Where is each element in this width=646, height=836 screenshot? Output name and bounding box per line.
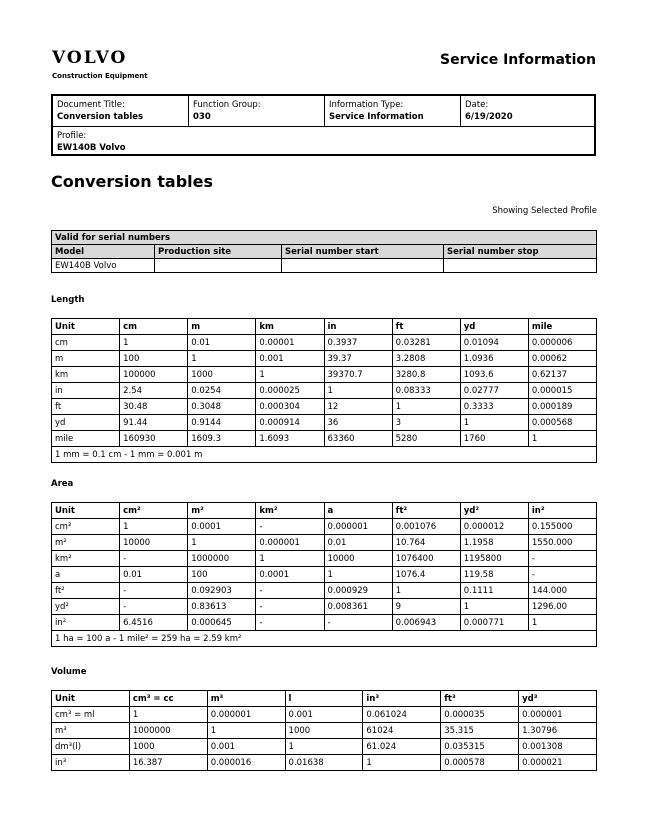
table-cell: 0.9144: [188, 415, 256, 431]
table-cell: -: [528, 551, 596, 567]
table-row: [52, 567, 597, 583]
volvo-logo: VOLVO: [52, 48, 128, 68]
column-header: km²: [256, 503, 324, 519]
table-cell: 0.000568: [528, 415, 596, 431]
table-cell: 1: [207, 723, 285, 739]
table-cell: 0.000189: [528, 399, 596, 415]
table-cell: 0.03281: [392, 335, 460, 351]
table-cell: 10.764: [392, 535, 460, 551]
table-cell: 10000: [120, 535, 188, 551]
table-cell: 1: [528, 615, 596, 631]
column-header: yd³: [519, 691, 597, 707]
column-header: Unit: [52, 503, 120, 519]
section-title-length: Length: [51, 295, 85, 305]
row-unit-cell: in: [52, 383, 120, 399]
row-unit-cell: km²: [52, 551, 120, 567]
volume-table: [51, 690, 597, 771]
table-row: [52, 415, 597, 431]
profile-value: EW140B Volvo: [57, 143, 126, 153]
column-header: yd²: [460, 503, 528, 519]
column-header: Unit: [52, 691, 130, 707]
table-cell: -: [120, 599, 188, 615]
table-header-row: [52, 503, 597, 519]
table-cell: 1: [129, 707, 207, 723]
table-cell: 0.01: [324, 535, 392, 551]
table-cell: 1: [188, 535, 256, 551]
table-cell: 1: [188, 351, 256, 367]
table-cell: 1296.00: [528, 599, 596, 615]
table-cell: 9: [392, 599, 460, 615]
column-header: ft³: [441, 691, 519, 707]
table-cell: 0.01: [120, 567, 188, 583]
table-cell: 6.4516: [120, 615, 188, 631]
serial-cell: EW140B Volvo: [52, 259, 155, 273]
area-table: [51, 502, 597, 647]
table-cell: 0.000001: [207, 707, 285, 723]
length-table: [51, 318, 597, 463]
table-note: 1 mm = 0.1 cm - 1 mm = 0.001 m: [52, 447, 597, 463]
table-cell: 1000000: [129, 723, 207, 739]
table-cell: 0.3048: [188, 399, 256, 415]
row-unit-cell: m³: [52, 723, 130, 739]
table-cell: 1: [324, 567, 392, 583]
table-cell: 0.0001: [256, 567, 324, 583]
function-group-label: Function Group:: [193, 100, 261, 110]
meta-profile: [53, 127, 594, 157]
table-note: 1 ha = 100 a - 1 mile² = 259 ha = 2.59 km²: [52, 631, 597, 647]
column-header: ft: [392, 319, 460, 335]
table-cell: 160930: [120, 431, 188, 447]
column-header: ft²: [392, 503, 460, 519]
table-row: [52, 583, 597, 599]
column-header: cm²: [120, 503, 188, 519]
table-cell: 1093.6: [460, 367, 528, 383]
column-header: m³: [207, 691, 285, 707]
meta-document-title: [53, 96, 189, 126]
table-cell: 0.3333: [460, 399, 528, 415]
table-cell: 2.54: [120, 383, 188, 399]
table-cell: -: [256, 615, 324, 631]
table-cell: 1000000: [188, 551, 256, 567]
row-unit-cell: yd: [52, 415, 120, 431]
table-row: [52, 599, 597, 615]
row-unit-cell: in³: [52, 755, 130, 771]
table-cell: 0.0254: [188, 383, 256, 399]
table-cell: 0.001: [256, 351, 324, 367]
table-cell: 1: [392, 583, 460, 599]
column-header: cm: [120, 319, 188, 335]
table-cell: 1609.3: [188, 431, 256, 447]
column-header: cm³ = cc: [129, 691, 207, 707]
table-cell: 0.035315: [441, 739, 519, 755]
table-cell: 30.48: [120, 399, 188, 415]
date-label: Date:: [465, 100, 489, 110]
table-row: [52, 351, 597, 367]
column-header: Unit: [52, 319, 120, 335]
table-cell: 0.000771: [460, 615, 528, 631]
table-cell: 1: [256, 367, 324, 383]
table-row: [52, 383, 597, 399]
table-cell: 0.000025: [256, 383, 324, 399]
table-cell: 0.000021: [519, 755, 597, 771]
info-type-label: Information Type:: [329, 100, 404, 110]
table-cell: 1.6093: [256, 431, 324, 447]
column-header: in: [324, 319, 392, 335]
date-value: 6/19/2020: [465, 112, 513, 122]
table-cell: 1: [528, 431, 596, 447]
table-note-row: [52, 447, 597, 463]
table-cell: 1000: [285, 723, 363, 739]
row-unit-cell: mile: [52, 431, 120, 447]
table-cell: 119.58: [460, 567, 528, 583]
doc-title-value: Conversion tables: [57, 112, 144, 122]
table-row: [52, 399, 597, 415]
serial-col-header: Model: [52, 245, 155, 259]
table-cell: 0.001: [207, 739, 285, 755]
table-row: [52, 739, 597, 755]
row-unit-cell: dm³(l): [52, 739, 130, 755]
column-header: in²: [528, 503, 596, 519]
table-cell: 16.387: [129, 755, 207, 771]
table-cell: 0.01: [188, 335, 256, 351]
table-cell: 1000: [188, 367, 256, 383]
row-unit-cell: cm²: [52, 519, 120, 535]
table-cell: 5280: [392, 431, 460, 447]
table-row: [52, 615, 597, 631]
row-unit-cell: ft: [52, 399, 120, 415]
table-cell: 0.08333: [392, 383, 460, 399]
table-header-row: [52, 319, 597, 335]
row-unit-cell: m²: [52, 535, 120, 551]
column-header: mile: [528, 319, 596, 335]
table-cell: 0.006943: [392, 615, 460, 631]
row-unit-cell: a: [52, 567, 120, 583]
function-group-value: 030: [193, 112, 211, 122]
logo-subtitle: Construction Equipment: [52, 72, 148, 80]
table-cell: 36: [324, 415, 392, 431]
table-cell: 91.44: [120, 415, 188, 431]
serial-numbers-table: [51, 230, 597, 273]
column-header: l: [285, 691, 363, 707]
table-cell: 0.061024: [363, 707, 441, 723]
page-title: Conversion tables: [51, 172, 214, 191]
table-cell: 0.000035: [441, 707, 519, 723]
table-row: [52, 519, 597, 535]
table-cell: 1076400: [392, 551, 460, 567]
column-header: m²: [188, 503, 256, 519]
table-cell: 0.092903: [188, 583, 256, 599]
meta-information-type: [325, 96, 461, 126]
column-header: in³: [363, 691, 441, 707]
table-cell: -: [256, 583, 324, 599]
section-title-volume: Volume: [51, 667, 87, 677]
column-header: km: [256, 319, 324, 335]
table-cell: 0.01638: [285, 755, 363, 771]
table-cell: 1: [460, 599, 528, 615]
column-header: m: [188, 319, 256, 335]
table-cell: 144.000: [528, 583, 596, 599]
table-cell: 0.000001: [519, 707, 597, 723]
table-cell: 0.000578: [441, 755, 519, 771]
serial-col-header: Serial number stop: [444, 245, 597, 259]
serial-cell: [282, 259, 444, 273]
table-row: [52, 335, 597, 351]
table-cell: 35.315: [441, 723, 519, 739]
table-cell: 0.000015: [528, 383, 596, 399]
table-row: [52, 723, 597, 739]
table-cell: 1.30796: [519, 723, 597, 739]
table-cell: 0.00062: [528, 351, 596, 367]
table-cell: 1.0936: [460, 351, 528, 367]
column-header: a: [324, 503, 392, 519]
table-cell: 1000: [129, 739, 207, 755]
table-cell: -: [120, 583, 188, 599]
table-cell: 3: [392, 415, 460, 431]
table-cell: 0.62137: [528, 367, 596, 383]
table-cell: 0.0001: [188, 519, 256, 535]
table-cell: 39.37: [324, 351, 392, 367]
table-cell: 1760: [460, 431, 528, 447]
table-row: [52, 367, 597, 383]
table-cell: 1.1958: [460, 535, 528, 551]
table-header-row: [52, 691, 597, 707]
serial-heading: Valid for serial numbers: [52, 231, 597, 245]
table-cell: 0.000001: [324, 519, 392, 535]
table-cell: 100: [120, 351, 188, 367]
table-cell: 1550.000: [528, 535, 596, 551]
row-unit-cell: in²: [52, 615, 120, 631]
table-row: [52, 707, 597, 723]
table-cell: 1: [120, 519, 188, 535]
table-cell: -: [256, 599, 324, 615]
table-cell: 0.000914: [256, 415, 324, 431]
table-cell: 0.000001: [256, 535, 324, 551]
table-cell: 39370.7: [324, 367, 392, 383]
table-cell: 61024: [363, 723, 441, 739]
row-unit-cell: ft²: [52, 583, 120, 599]
showing-selected-profile: Showing Selected Profile: [492, 206, 597, 216]
table-cell: 1: [256, 551, 324, 567]
table-cell: 1: [460, 415, 528, 431]
table-cell: 0.001308: [519, 739, 597, 755]
table-cell: 61.024: [363, 739, 441, 755]
table-cell: 3280.8: [392, 367, 460, 383]
serial-cell: [444, 259, 597, 273]
table-cell: 0.00001: [256, 335, 324, 351]
table-cell: 1076.4: [392, 567, 460, 583]
doc-title-label: Document Title:: [57, 100, 125, 110]
table-row: [52, 431, 597, 447]
serial-col-header: Serial number start: [282, 245, 444, 259]
table-cell: 100: [188, 567, 256, 583]
table-cell: 0.000929: [324, 583, 392, 599]
table-cell: 63360: [324, 431, 392, 447]
info-type-value: Service Information: [329, 112, 424, 122]
table-cell: 0.1111: [460, 583, 528, 599]
table-cell: 100000: [120, 367, 188, 383]
table-row: [52, 259, 597, 273]
table-cell: 0.008361: [324, 599, 392, 615]
column-header: yd: [460, 319, 528, 335]
table-cell: 0.3937: [324, 335, 392, 351]
table-cell: 0.83613: [188, 599, 256, 615]
header-title: Service Information: [440, 52, 596, 68]
table-cell: -: [120, 551, 188, 567]
table-cell: 0.001: [285, 707, 363, 723]
table-cell: -: [324, 615, 392, 631]
meta-date: [461, 96, 594, 126]
table-cell: 12: [324, 399, 392, 415]
row-unit-cell: yd²: [52, 599, 120, 615]
table-cell: 1: [324, 383, 392, 399]
table-cell: 0.000645: [188, 615, 256, 631]
table-row: [52, 755, 597, 771]
row-unit-cell: m: [52, 351, 120, 367]
row-unit-cell: cm: [52, 335, 120, 351]
table-cell: 1: [285, 739, 363, 755]
table-cell: 10000: [324, 551, 392, 567]
table-cell: 1: [363, 755, 441, 771]
row-unit-cell: cm³ = ml: [52, 707, 130, 723]
table-cell: 0.001076: [392, 519, 460, 535]
serial-cell: [155, 259, 282, 273]
table-cell: 0.02777: [460, 383, 528, 399]
table-cell: 0.155000: [528, 519, 596, 535]
meta-function-group: [189, 96, 325, 126]
table-cell: 0.000006: [528, 335, 596, 351]
table-cell: 0.000012: [460, 519, 528, 535]
document-meta-box: [51, 94, 596, 156]
table-note-row: [52, 631, 597, 647]
table-cell: 0.01094: [460, 335, 528, 351]
section-title-area: Area: [51, 479, 74, 489]
table-row: [52, 535, 597, 551]
table-row: [52, 551, 597, 567]
table-cell: 3.2808: [392, 351, 460, 367]
profile-label: Profile:: [57, 131, 87, 141]
table-cell: 1195800: [460, 551, 528, 567]
table-cell: -: [256, 519, 324, 535]
table-cell: 1: [120, 335, 188, 351]
table-cell: 0.000304: [256, 399, 324, 415]
table-cell: 1: [392, 399, 460, 415]
table-cell: 0.000016: [207, 755, 285, 771]
serial-col-header: Production site: [155, 245, 282, 259]
table-cell: -: [528, 567, 596, 583]
row-unit-cell: km: [52, 367, 120, 383]
